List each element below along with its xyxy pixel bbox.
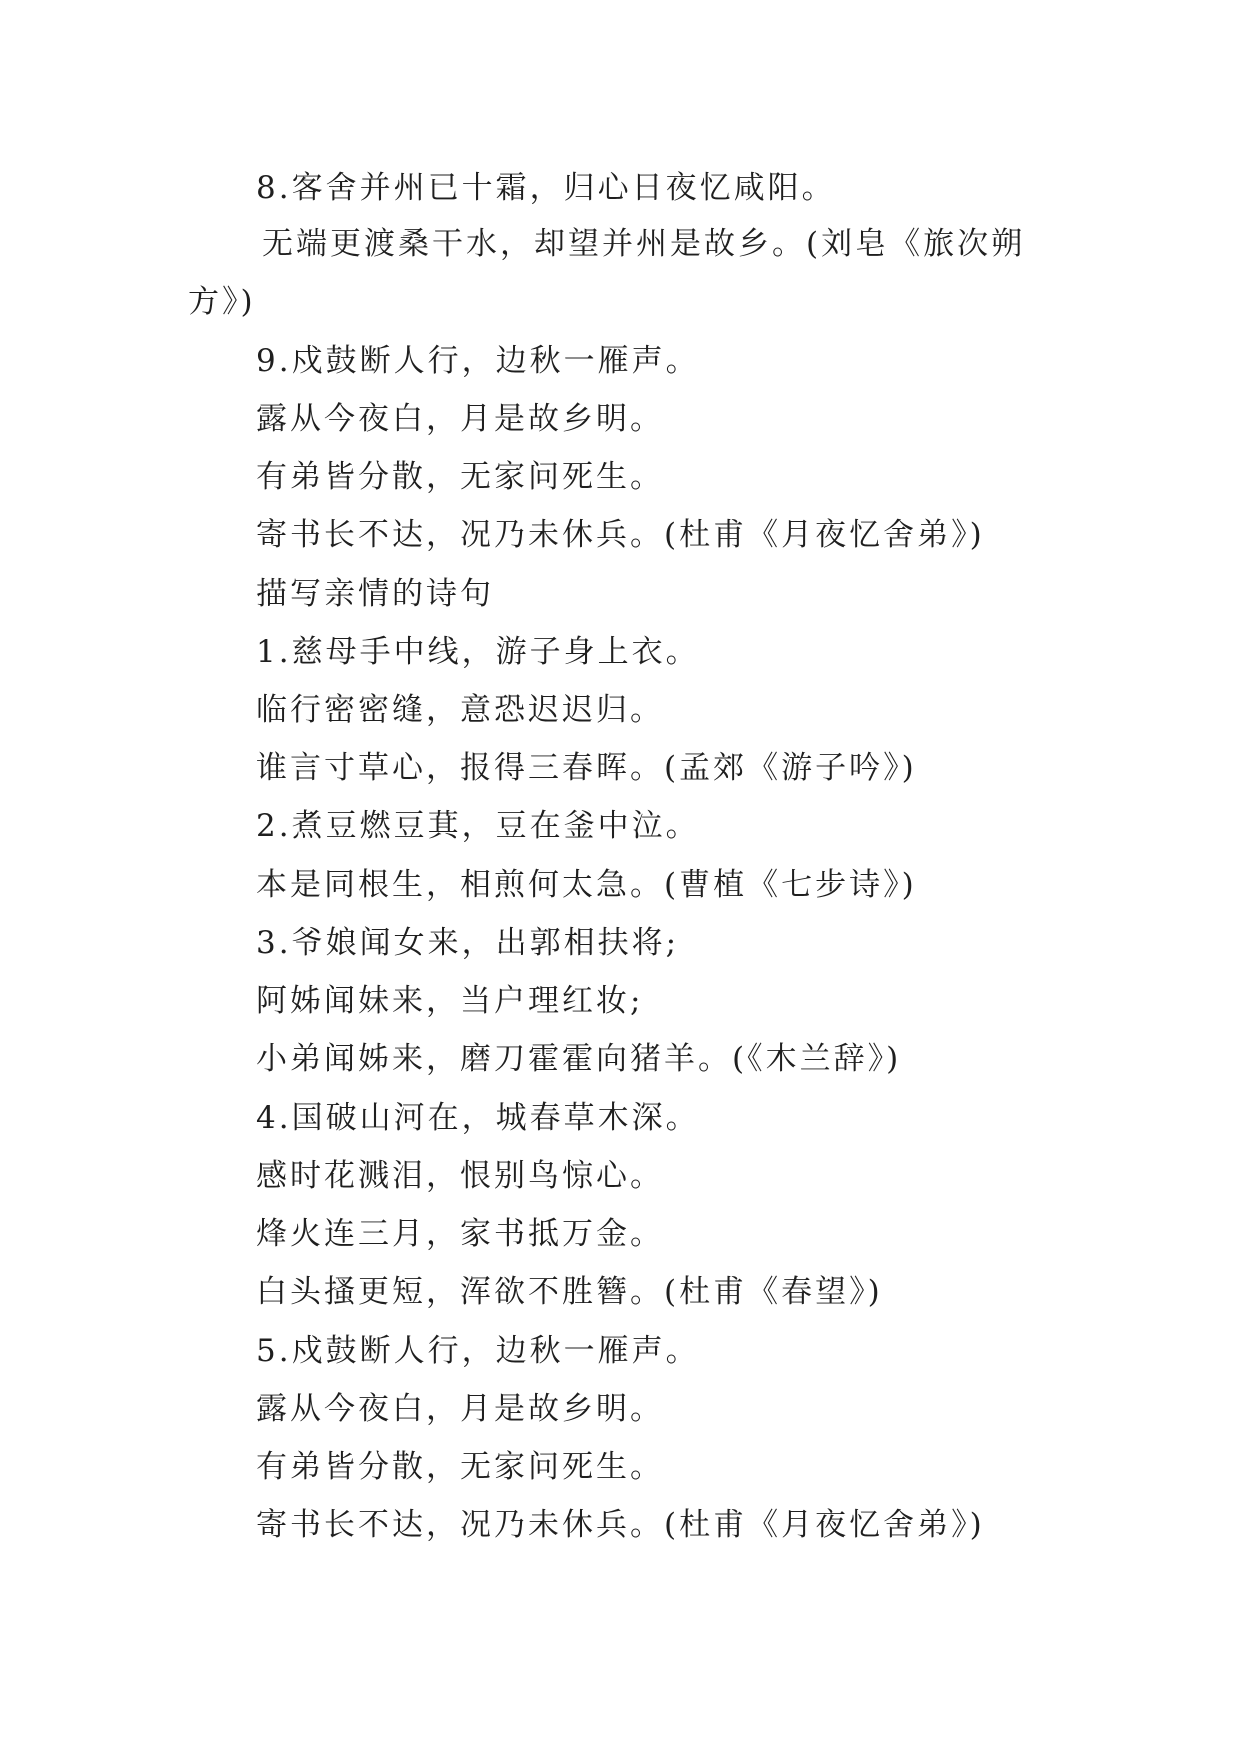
poem-line: 有弟皆分散，无家问死生。 <box>256 1449 664 1485</box>
poem-line: 谁言寸草心，报得三春晖。(孟郊《游子吟》) <box>256 750 917 786</box>
poem-line: 5.戍鼓断人行，边秋一雁声。 <box>256 1333 700 1369</box>
poem-line: 1.慈母手中线，游子身上衣。 <box>256 634 700 670</box>
poem-line: 4.国破山河在，城春草木深。 <box>256 1100 700 1136</box>
poem-line: 阿姊闻妹来，当户理红妆; <box>256 983 644 1019</box>
poem-line: 烽火连三月，家书抵万金。 <box>256 1216 664 1252</box>
poem-line: 露从今夜白，月是故乡明。 <box>256 1391 664 1427</box>
poem-line: 本是同根生，相煎何太急。(曹植《七步诗》) <box>256 867 917 903</box>
poem-line: 2.煮豆燃豆萁，豆在釜中泣。 <box>256 808 700 844</box>
poem-line: 小弟闻姊来，磨刀霍霍向猪羊。(《木兰辞》) <box>256 1041 902 1077</box>
poem-line: 白头搔更短，浑欲不胜簪。(杜甫《春望》) <box>256 1274 883 1310</box>
poem-line: 寄书长不达，况乃未休兵。(杜甫《月夜忆舍弟》) <box>256 1507 985 1543</box>
section-heading: 描写亲情的诗句 <box>256 576 494 612</box>
poem-line: 无端更渡桑干水，却望并州是故乡。(刘皂《旅次朔 <box>262 226 1026 262</box>
poem-line: 3.爷娘闻女来，出郭相扶将; <box>256 925 680 961</box>
poem-line: 临行密密缝，意恐迟迟归。 <box>256 692 664 728</box>
poem-line: 露从今夜白，月是故乡明。 <box>256 401 664 437</box>
poem-line: 8.客舍并州已十霜，归心日夜忆咸阳。 <box>256 170 836 206</box>
poem-line: 9.戍鼓断人行，边秋一雁声。 <box>256 343 700 379</box>
poem-line: 寄书长不达，况乃未休兵。(杜甫《月夜忆舍弟》) <box>256 517 985 553</box>
poem-line: 感时花溅泪，恨别鸟惊心。 <box>256 1158 664 1194</box>
poem-line-continuation: 方》) <box>188 284 256 320</box>
poem-line: 有弟皆分散，无家问死生。 <box>256 459 664 495</box>
